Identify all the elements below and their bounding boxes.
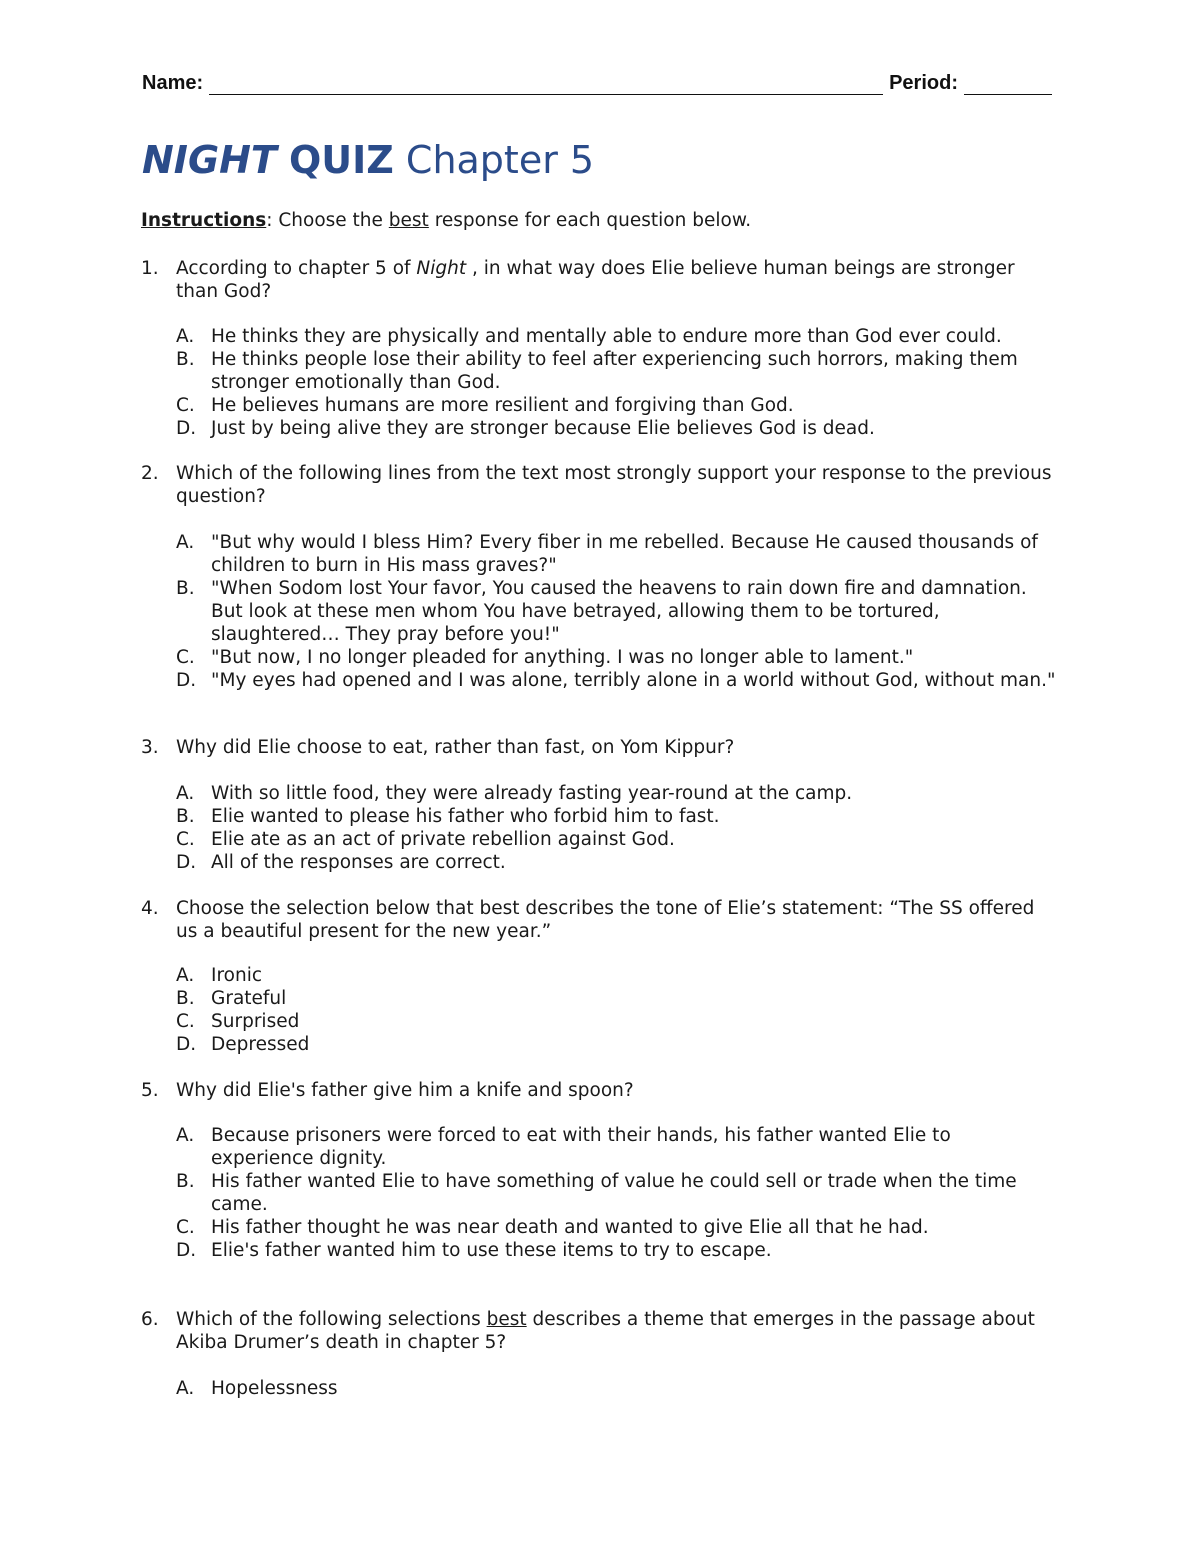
answer-option[interactable] (176, 1010, 1056, 1033)
question-text-italic: Night (416, 258, 467, 279)
option-letter: B. (176, 988, 195, 1009)
option-text: Because prisoners were forced to eat with their hands, his father wanted Elie to experience dignity. (211, 1125, 951, 1169)
option-letter: D. (176, 1240, 197, 1261)
answer-option[interactable] (176, 805, 1056, 828)
option-text: He thinks they are physically and mentally able to endure more than God ever could. (211, 326, 1002, 347)
answer-option[interactable] (176, 325, 1056, 348)
option-letter: C. (176, 829, 195, 850)
option-text: All of the responses are correct. (211, 852, 506, 873)
answer-option[interactable] (176, 964, 1056, 987)
option-text: Just by being alive they are stronger because Elie believes God is dead. (211, 418, 875, 439)
question-3-options (176, 782, 1056, 874)
question-text (176, 257, 1056, 303)
option-text: Hopelessness (211, 1378, 338, 1399)
option-letter: D. (176, 1034, 197, 1055)
question-text: Why did Elie's father give him a knife and spoon? (176, 1080, 634, 1101)
answer-option[interactable] (176, 348, 1056, 394)
question-number: 2. (141, 463, 159, 484)
answer-option[interactable] (176, 828, 1056, 851)
option-letter: C. (176, 1217, 195, 1238)
question-text-underline: best (486, 1309, 527, 1330)
option-text: Depressed (211, 1034, 310, 1055)
answer-option[interactable] (176, 1124, 1056, 1170)
option-letter: B. (176, 349, 195, 370)
answer-option[interactable] (176, 417, 1056, 440)
option-letter: A. (176, 326, 195, 347)
answer-option[interactable] (176, 1170, 1056, 1216)
option-letter: D. (176, 670, 197, 691)
option-text: His father thought he was near death and wanted to give Elie all that he had. (211, 1217, 929, 1238)
question-5 (141, 1079, 1056, 1102)
answer-option[interactable] (176, 394, 1056, 417)
question-text: Choose the selection below that best describes the tone of Elie’s statement: “The SS offered us a beautiful present for the new year.” (176, 898, 1035, 942)
question-2 (141, 462, 1056, 508)
period-label: Period: (889, 72, 958, 94)
question-1 (141, 257, 1056, 303)
question-text: Which of the following lines from the text most strongly support your response to the previous question? (176, 463, 1052, 507)
option-letter: A. (176, 532, 195, 553)
option-text: "My eyes had opened and I was alone, terribly alone in a world without God, without man." (211, 670, 1056, 691)
question-1-options (176, 325, 1056, 440)
title-chapter: Chapter 5 (405, 138, 595, 182)
question-number: 1. (141, 258, 159, 279)
instructions (141, 210, 751, 231)
name-label: Name: (142, 72, 204, 94)
question-text-post: , in what way does Elie believe human beings are stronger than God? (176, 258, 1015, 302)
question-number: 4. (141, 898, 159, 919)
option-text: His father wanted Elie to have something of value he could sell or trade when the time came. (211, 1171, 1017, 1215)
option-text: "When Sodom lost Your favor, You caused the heavens to rain down fire and damnation. But look at these men whom You have betrayed, allowing them to be tortured, slaughtered… They pray before you!" (211, 578, 1027, 645)
question-number: 5. (141, 1080, 159, 1101)
option-letter: C. (176, 1011, 195, 1032)
option-letter: B. (176, 1171, 195, 1192)
question-number: 3. (141, 737, 159, 758)
option-letter: D. (176, 418, 197, 439)
option-letter: D. (176, 852, 197, 873)
option-text: Elie wanted to please his father who forbid him to fast. (211, 806, 720, 827)
option-text: Elie ate as an act of private rebellion against God. (211, 829, 675, 850)
question-text-pre: According to chapter 5 of (176, 258, 417, 279)
option-letter: A. (176, 783, 195, 804)
answer-option[interactable] (176, 531, 1056, 577)
question-3 (141, 736, 1056, 759)
instructions-emphasis: best (388, 210, 429, 231)
question-text-post: describes a theme that emerges in the passage about Akiba Drumer’s death in chapter 5? (176, 1309, 1035, 1353)
option-text: Ironic (211, 965, 263, 986)
option-letter: A. (176, 1378, 195, 1399)
option-text: He believes humans are more resilient and forgiving than God. (211, 395, 794, 416)
answer-option[interactable] (176, 782, 1056, 805)
option-text: "But now, I no longer pleaded for anything. I was no longer able to lament." (211, 647, 914, 668)
answer-option[interactable] (176, 646, 1056, 669)
option-text: "But why would I bless Him? Every fiber in me rebelled. Because He caused thousands of children to burn in His mass graves?" (211, 532, 1038, 576)
instructions-post: response for each question below. (428, 210, 752, 231)
answer-option[interactable] (176, 577, 1056, 646)
option-letter: B. (176, 806, 195, 827)
question-6 (141, 1308, 1056, 1354)
option-text: Surprised (211, 1011, 300, 1032)
answer-option[interactable] (176, 851, 1056, 874)
question-4 (141, 897, 1056, 943)
instructions-label: Instructions (141, 210, 267, 231)
name-blank[interactable] (209, 72, 883, 95)
answer-option[interactable] (176, 987, 1056, 1010)
option-text: With so little food, they were already fasting year-round at the camp. (211, 783, 853, 804)
header-line (142, 72, 1052, 95)
question-4-options (176, 964, 1056, 1056)
question-text-pre: Which of the following selections (176, 1309, 487, 1330)
option-text: Elie's father wanted him to use these items to try to escape. (211, 1240, 772, 1261)
answer-option[interactable] (176, 1216, 1056, 1239)
question-text: Why did Elie choose to eat, rather than fast, on Yom Kippur? (176, 737, 735, 758)
option-letter: A. (176, 965, 195, 986)
question-number: 6. (141, 1309, 159, 1330)
title-quiz: QUIZ (288, 138, 394, 182)
option-letter: C. (176, 395, 195, 416)
question-5-options (176, 1124, 1056, 1262)
answer-option[interactable] (176, 1377, 1056, 1400)
answer-option[interactable] (176, 1239, 1056, 1262)
question-6-options (176, 1377, 1056, 1400)
answer-option[interactable] (176, 1033, 1056, 1056)
title-night: NIGHT (142, 138, 277, 182)
period-blank[interactable] (964, 72, 1052, 95)
instructions-pre: : Choose the (266, 210, 389, 231)
question-text (176, 1308, 1056, 1354)
page-title (142, 138, 594, 182)
option-letter: B. (176, 578, 195, 599)
answer-option[interactable] (176, 669, 1056, 692)
option-text: Grateful (211, 988, 287, 1009)
question-2-options (176, 531, 1056, 692)
option-letter: A. (176, 1125, 195, 1146)
option-text: He thinks people lose their ability to feel after experiencing such horrors, making them stronger emotionally than God. (211, 349, 1018, 393)
option-letter: C. (176, 647, 195, 668)
